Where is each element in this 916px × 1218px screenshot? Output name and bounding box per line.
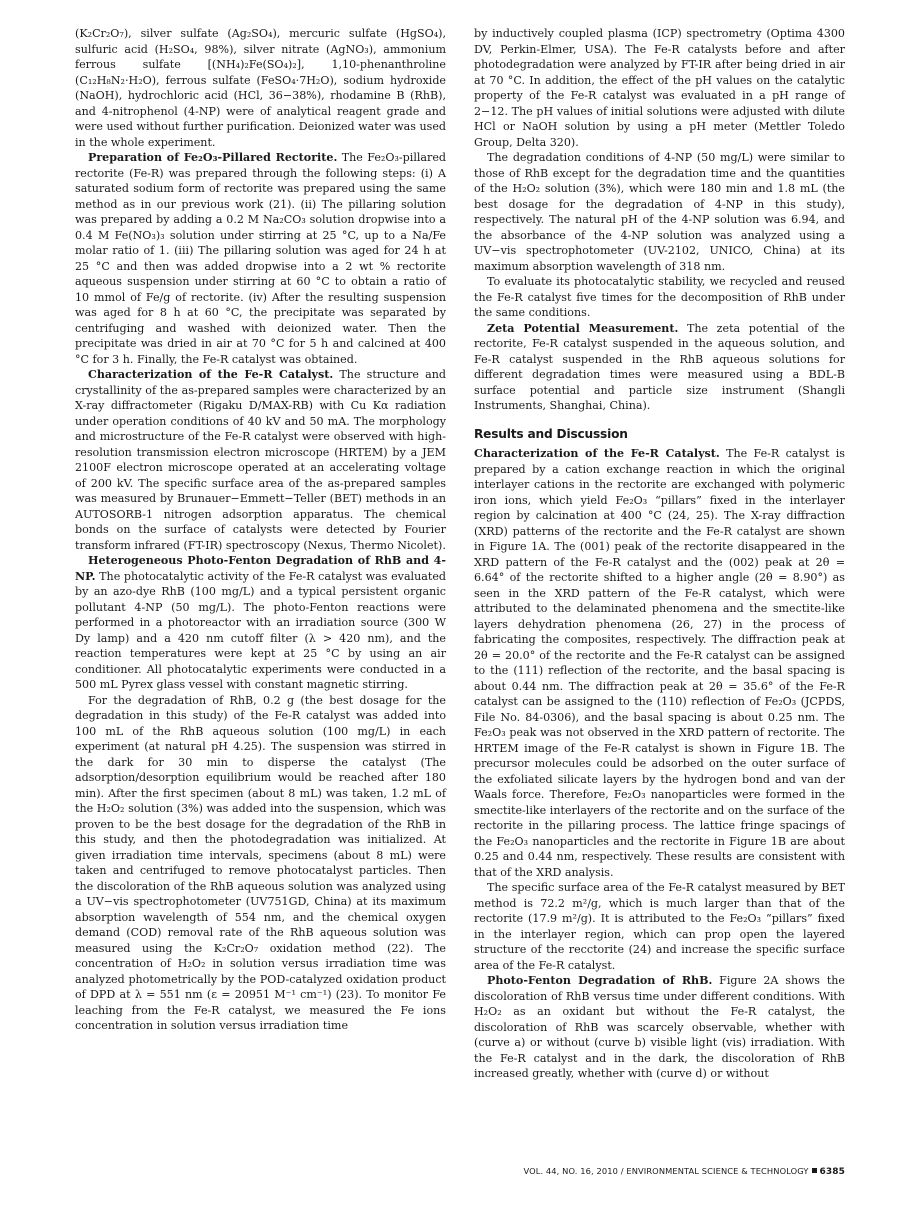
photo-fenton-methods-text: The photocatalytic activity of the Fe-R catalyst was evaluated by an azo-dye RhB (100 mg/L) and a typical persistent organic pollutant 4-NP (50 mg/L). The photo-Fenton reactions were performed in a photoreactor with an irradiation source (300 W Dy lamp) and a 420 nm cutoff filter (λ > 420 nm), and the reaction temperatures were kept at 25 °C by using an air conditioner. All photocatalytic experiments were conducted in a 500 mL Pyrex glass vessel with constant magnetic stirring. [75,569,446,691]
photo-fenton-results-paragraph [474,973,845,1082]
characterization-paragraph [75,367,446,553]
icp-paragraph: by inductively coupled plasma (ICP) spectrometry (Optima 4300 DV, Perkin-Elmer, USA). The Fe-R catalysts before and after photodegradation were analyzed by FT-IR after being dried in air at 70 °C. In addition, the effect of the pH values on the catalytic property of the Fe-R catalyst was evaluated in a pH range of 2−12. The pH values of initial solutions were adjusted with dilute HCl or NaOH solution by using a pH meter (Mettler Toledo Group, Delta 320). [474,27,845,149]
photo-fenton-methods-heading: Heterogeneous Photo-Fenton Degradation of RhB and 4-NP. [75,554,446,583]
preparation-heading: Preparation of Fe₂O₃-Pillared Rectorite. [88,151,338,164]
materials-paragraph: (K₂Cr₂O₇), silver sulfate (Ag₂SO₄), mercuric sulfate (HgSO₄), sulfuric acid (H₂SO₄, 98%), silver nitrate (AgNO₃), ammonium ferrous sulfate [(NH₄)₂Fe(SO₄)₂], 1,10-phenanthroline (C₁₂H₈N₂·H₂O), ferrous sulfate (FeSO₄·7H₂O), sodium hydroxide (NaOH), hydrochloric acid (HCl, 36−38%), rhodamine B (RhB), and 4-nitrophenol (4-NP) were of analytical reagent grade and were used without further purification. Deionized water was used in the whole experiment. [75,27,446,149]
page-footer [474,1166,845,1177]
preparation-text: The Fe₂O₃-pillared rectorite (Fe-R) was prepared through the following steps: (i) A saturated sodium form of rectorite was prepared using the same method as in our previous work (21). (ii) The pillaring solution was prepared by adding a 0.2 M Na₂CO₃ solution dropwise into a 0.4 M Fe(NO₃)₃ solution under stirring at 25 °C, up to a Na/Fe molar ratio of 1. (iii) The pillaring solution was aged for 24 h at 25 °C and then was added dropwise into a 2 wt % rectorite aqueous suspension under stirring at 60 °C to obtain a ratio of 10 mmol of Fe/g of rectorite. (iv) After the resulting suspension was aged for 8 h at 60 °C, the precipitate was separated by centrifuging and washed with deionized water. Then the precipitate was dried in air at 70 °C for 5 h and calcined at 400 °C for 3 h. Finally, the Fe-R catalyst was obtained. [75,151,447,366]
square-bullet-icon [812,1168,817,1173]
photo-fenton-results-text: Figure 2A shows the discoloration of RhB versus time under different conditions. With H₂O₂ as an oxidant but without the Fe-R catalyst, the discoloration of RhB was scarcely observable, whether with (curve a) or without (curve b) visible light (vis) irradiation. With the Fe-R catalyst and in the dark, the discoloration of RhB increased greatly, whether with (curve d) or without [474,974,845,1080]
footer-journal: VOL. 44, NO. 16, 2010 / ENVIRONMENTAL SCIENCE & TECHNOLOGY [523,1166,809,1176]
photo-fenton-methods-paragraph [75,553,446,693]
zeta-paragraph [474,321,845,414]
results-characterization-paragraph [474,446,845,880]
results-characterization-text: The Fe-R catalyst is prepared by a cation exchange reaction in which the original interlayer cations in the rectorite are exchanged with polymeric iron ions, which yield Fe₂O₃ “pillars” fixed in the interlayer region by calcination at 400 °C (24, 25). The X-ray diffraction (XRD) patterns of the rectorite and the Fe-R catalyst are shown in Figure 1A. The (001) peak of the rectorite disappeared in the XRD pattern of the Fe-R catalyst and the (002) peak at 2θ = 6.64° of the rectorite shifted to a higher angle (2θ = 8.90°) as seen in the XRD pattern of the Fe-R catalyst, which were attributed to the delaminated phenomena and the smectite-like layers dehydration phenomena (26, 27) in the process of fabricating the composites, respectively. The diffraction peak at 2θ = 20.0° of the rectorite and the Fe-R catalyst can be assigned to the (111) reflection of the rectorite, and the basal spacing is about 0.44 nm. The diffraction peak at 2θ = 35.6° of the Fe-R catalyst can be assigned to the (110) reflection of Fe₂O₃ (JCPDS, File No. 84-0306), and the basal spacing is about 0.25 nm. The Fe₂O₃ peak was not observed in the XRD pattern of rectorite. The HRTEM image of the Fe-R catalyst is shown in Figure 1B. The precursor molecules could be adsorbed on the outer surface of the exfoliated silicate layers by the hydrogen bond and van der Waals force. Therefore, Fe₂O₃ nanoparticles were formed in the smectite-like interlayers of the rectorite and on the surface of the rectorite in the pillaring process. The lattice fringe spacings of the Fe₂O₃ nanoparticles and the rectorite in Figure 1B are about 0.25 and 0.44 nm, respectively. These results are consistent with that of the XRD analysis. [474,447,845,879]
characterization-text: The structure and crystallinity of the as-prepared samples were characterized by an X-ray diffractometer (Rigaku D/MAX-RB) with Cu Kα radiation under operation conditions of 40 kV and 50 mA. The morphology and microstructure of the Fe-R catalyst were observed with high-resolution transmission electron microscope (HRTEM) by a JEM 2100F electron microscope operated at an accelerating voltage of 200 kV. The specific surface area of the as-prepared samples was measured by Brunauer−Emmett−Teller (BET) methods in an AUTOSORB-1 nitrogen adsorption apparatus. The chemical bonds on the surface of catalysts were detected by Fourier transform infrared (FT-IR) spectroscopy (Nexus, Thermo Nicolet). [75,368,446,552]
zeta-heading: Zeta Potential Measurement. [487,321,679,335]
section-title: Results and Discussion [474,426,628,441]
4np-paragraph: The degradation conditions of 4-NP (50 mg/L) were similar to those of RhB except for the degradation time and the quantities of the H₂O₂ solution (3%), which were 180 min and 1.8 mL (the best dosage for the degradation of 4-NP in this study), respectively. The natural pH of the 4-NP solution was 6.94, and the absorbance of the 4-NP solution was analyzed using a UV−vis spectrophotometer (UV-2102, UNICO, China) at its maximum absorption wavelength of 318 nm. [474,151,845,273]
preparation-paragraph [75,150,446,367]
page-number: 6385 [819,1167,845,1177]
results-characterization-heading: Characterization of the Fe-R Catalyst. [474,447,720,460]
rhb-degradation-paragraph: For the degradation of RhB, 0.2 g (the best dosage for the degradation in this study) of the Fe-R catalyst was added into 100 mL of the RhB aqueous solution (100 mg/L) in each experiment (at natural pH 4.25). The suspension was stirred in the dark for 30 min to disperse the catalyst (The adsorption/desorption equilibrium would be reached after 180 min). After the first specimen (about 8 mL) was taken, 1.2 mL of the H₂O₂ solution (3%) was added into the suspension, which was proven to be the best dosage for the degradation of the RhB in this study, and then the photodegradation was initialized. At given irradiation time intervals, specimens (about 8 mL) were taken and centrifuged to remove photocatalyst particles. Then the discoloration of the RhB aqueous solution was analyzed using a UV−vis spectrophotometer (UV751GD, China) at its maximum absorption wavelength of 554 nm, and the chemical oxygen demand (COD) removal rate of the RhB aqueous solution was measured using the K₂Cr₂O₇ oxidation method (22). The concentration of H₂O₂ in solution versus irradiation time was analyzed photometrically by the POD-catalyzed oxidation product of DPD at λ = 551 nm (ε = 20951 M⁻¹ cm⁻¹) (23). To monitor Fe leaching from the Fe-R catalyst, we measured the Fe ions concentration in solution versus irradiation time [75,693,446,1032]
zeta-text: The zeta potential of the rectorite, Fe-R catalyst suspended in the aqueous solution, and Fe-R catalyst suspended in the RhB aqueous solutions for different degradation times were measured using a BDL-B surface potential and particle size instrument (Shangli Instruments, Shanghai, China). [474,321,845,412]
bet-paragraph: The specific surface area of the Fe-R catalyst measured by BET method is 72.2 m²/g, which is much larger than that of the rectorite (17.9 m²/g). It is attributed to the Fe₂O₃ “pillars” fixed in the interlayer region, which can prop open the layered structure of the recctorite (24) and increase the specific surface area of the Fe-R catalyst. [474,881,845,972]
stability-paragraph: To evaluate its photocatalytic stability, we recycled and reused the Fe-R catalyst five times for the decomposition of RhB under the same conditions. [474,275,845,319]
left-column [75,26,446,1034]
characterization-heading: Characterization of the Fe-R Catalyst. [88,368,334,381]
right-column [474,26,845,1082]
photo-fenton-results-heading: Photo-Fenton Degradation of RhB. [487,974,713,987]
